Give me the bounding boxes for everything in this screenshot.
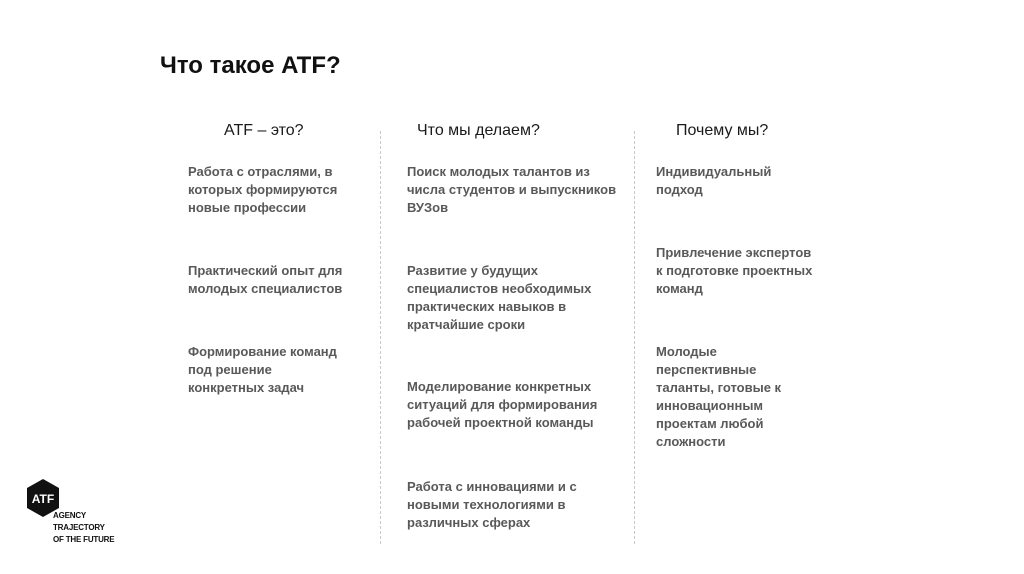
list-item: Индивидуальный подход [656,164,772,197]
column-heading-about: ATF – это? [224,122,304,139]
list-item: Развитие у будущих специалистов необходимых практических навыков в кратчайшие сроки [407,263,592,332]
list-item: Работа с отраслями, в которых формируются новые профессии [188,164,338,215]
list-item: Формирование команд под решение конкретных задач [188,344,337,395]
list-item: Привлечение экспертов к подготовке проектных команд [656,245,813,296]
list-item: Поиск молодых талантов из числа студентов и выпускников ВУЗов [407,164,617,215]
column-heading-what-we-do: Что мы делаем? [417,122,540,139]
column-divider [634,131,635,544]
logo-mark-text: ATF [31,492,55,506]
slide-title: Что такое ATF? [160,52,341,79]
list-item: Моделирование конкретных ситуаций для формирования рабочей проектной команды [407,379,598,430]
list-item: Практический опыт для молодых специалистов [188,263,343,296]
list-item: Молодые перспективные таланты, готовые к инновационным проектам любой сложности [656,344,782,449]
list-item: Работа с инновациями и с новыми технологиями в различных сферах [407,479,577,530]
logo-wordmark: AGENCY TRAJECTORY OF THE FUTURE [53,511,115,544]
column-heading-why-us: Почему мы? [676,122,769,139]
column-divider [380,131,381,544]
